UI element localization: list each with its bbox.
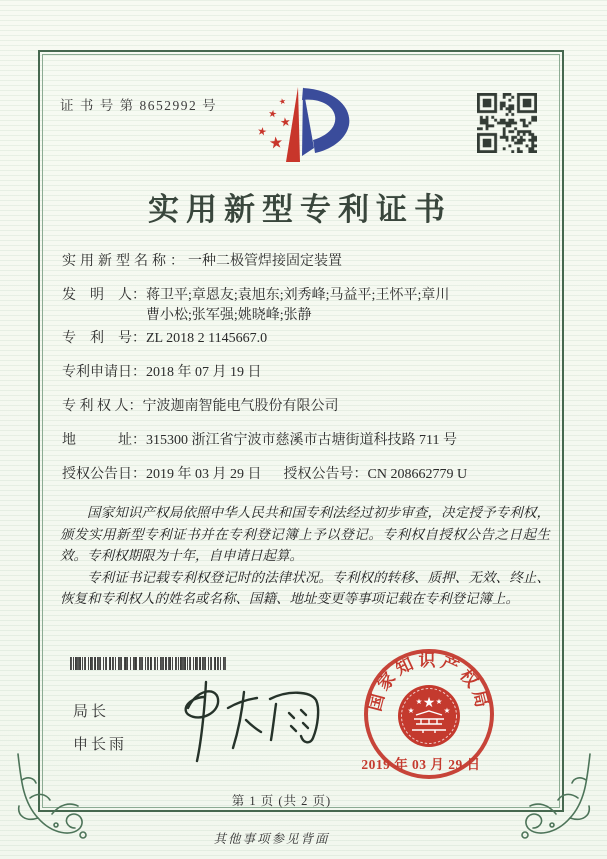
national-emblem-icon bbox=[398, 685, 460, 747]
star-icon: ★ bbox=[279, 114, 292, 130]
signatory-name: 申长雨 bbox=[73, 737, 128, 753]
field-filing-date bbox=[62, 363, 554, 383]
cnipa-logo-icon bbox=[246, 74, 354, 172]
commissioner-signature bbox=[158, 668, 333, 768]
field-address bbox=[62, 431, 554, 451]
field-label: 授权公告日： bbox=[62, 467, 146, 482]
field-patent-number bbox=[62, 329, 554, 349]
field-label: 实用新型名称： bbox=[62, 254, 188, 269]
field-label: 专 利 号： bbox=[62, 331, 146, 346]
logo-p-shape bbox=[246, 74, 354, 172]
field-label: 发 明 人： bbox=[62, 288, 146, 303]
back-note: 其他事项参见背面 bbox=[213, 832, 330, 846]
field-value bbox=[146, 286, 449, 326]
star-icon: ★ bbox=[268, 134, 285, 153]
certificate-title: 实用新型专利证书 bbox=[148, 192, 452, 227]
svg-text:★: ★ bbox=[435, 697, 443, 706]
svg-text:★: ★ bbox=[422, 696, 436, 711]
legal-paragraph-2: 专利证书记载专利权登记时的法律状况。专利权的转移、质押、无效、终止、恢复和专利权人的姓名或名称、国籍、地址变更等事项记载在专利登记簿上。 bbox=[60, 569, 550, 606]
legal-paragraph-1: 国家知识产权局依照中华人民共和国专利法经过初步审查，决定授予专利权，颁发实用新型专利证书并在专利登记簿上予以登记。专利权自授权公告之日起生效。专利权期限为十年，自申请日起算。 bbox=[60, 505, 550, 563]
field-value: 315300 浙江省宁波市慈溪市古塘街道科技路 711 号 bbox=[146, 433, 457, 448]
field-value: CN 208662779 U bbox=[367, 467, 468, 482]
star-icon: ★ bbox=[278, 96, 287, 107]
legal-text bbox=[60, 502, 550, 610]
certificate-fields bbox=[62, 252, 554, 499]
inventors-line-1: 蒋卫平;章恩友;袁旭东;刘秀峰;马益平;王怀平;章川 bbox=[146, 288, 450, 303]
certificate-number: 证 书 号 第 8652992 号 bbox=[60, 98, 218, 113]
field-label: 专 利 权 人： bbox=[62, 399, 143, 414]
qr-code-icon bbox=[477, 93, 537, 153]
field-value: 2018 年 07 月 19 日 bbox=[146, 365, 262, 380]
inventors-line-2: 曹小松;张军强;姚晓峰;张静 bbox=[146, 308, 312, 323]
svg-text:★: ★ bbox=[415, 697, 423, 706]
star-icon: ★ bbox=[256, 125, 268, 139]
field-label: 专利申请日： bbox=[62, 365, 146, 380]
field-value: 2019 年 03 月 29 日 bbox=[146, 467, 262, 482]
field-inventors bbox=[62, 286, 554, 326]
page-number: 第 1 页 (共 2 页) bbox=[231, 794, 332, 808]
field-utility-model-name bbox=[62, 252, 554, 272]
svg-text:★: ★ bbox=[443, 706, 451, 715]
signatory-title: 局长 bbox=[73, 704, 110, 720]
field-label: 地 址： bbox=[62, 433, 146, 448]
field-label: 授权公告号： bbox=[283, 467, 368, 482]
seal-org-text: 国家知识产权局 bbox=[365, 651, 493, 714]
field-patentee bbox=[62, 397, 554, 417]
field-value: 宁波迦南智能电气股份有限公司 bbox=[142, 399, 339, 414]
svg-text:★: ★ bbox=[407, 706, 415, 715]
star-icon: ★ bbox=[267, 108, 278, 121]
seal-date: 2019 年 03 月 29 日 bbox=[361, 757, 481, 772]
field-grant-row bbox=[62, 465, 554, 485]
field-value: 一种二极管焊接固定装置 bbox=[188, 254, 342, 269]
field-value: ZL 2018 2 1145667.0 bbox=[146, 331, 268, 346]
